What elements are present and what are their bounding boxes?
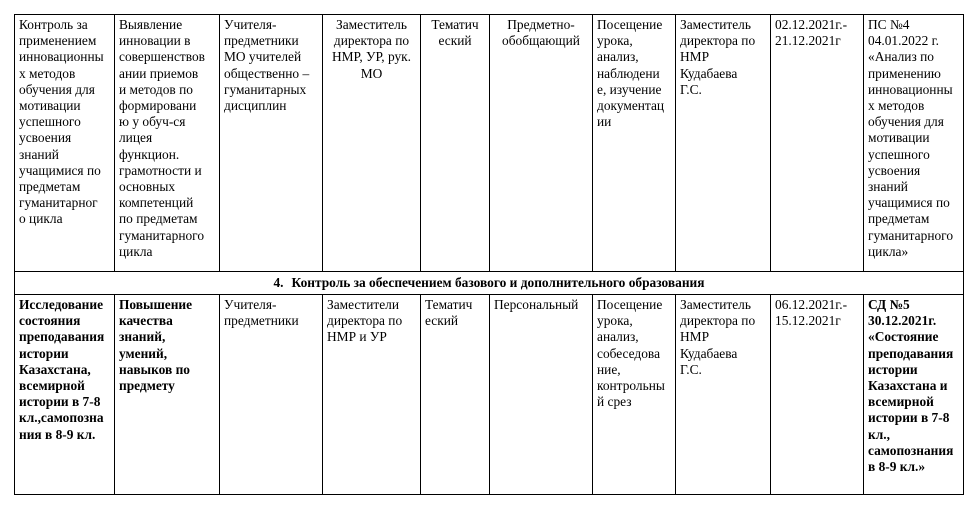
cell-line: Учителя- [224, 297, 277, 312]
cell-line: Повышение [119, 297, 193, 312]
cell-line: директора по [333, 33, 410, 49]
section-header-row [15, 272, 964, 295]
cell-line: кл.,самопозна [19, 410, 104, 426]
cell-result [864, 295, 964, 495]
cell-line: НМР, УР, рук. [331, 49, 412, 65]
cell-type [421, 295, 490, 495]
cell-line: истории [868, 361, 918, 377]
cell-line: инновации в [119, 33, 191, 49]
section-number: 4. [273, 274, 284, 290]
cell-line: НМР [680, 329, 710, 345]
cell-line: основных [119, 179, 176, 195]
cell-dates [771, 15, 864, 272]
cell-line: инновационны [19, 49, 104, 65]
cell-responsible-control [323, 15, 421, 272]
cell-form [490, 15, 593, 272]
cell-line: 15.12.2021г [775, 313, 841, 329]
cell-responsible [676, 15, 771, 272]
cell-line: лицея [119, 130, 153, 146]
cell-line: успешного [868, 146, 930, 162]
cell-goal [15, 15, 115, 272]
control-plan-table [14, 14, 964, 495]
cell-line: о цикла [19, 211, 63, 227]
cell-line: «Анализ по [868, 49, 934, 65]
cell-line: компетенций [119, 195, 194, 211]
cell-line: СД №5 [868, 297, 910, 312]
cell-line: применением [19, 33, 97, 49]
cell-line: качества [119, 313, 173, 329]
cell-line: знаний [868, 179, 908, 195]
cell-line: знаний, [119, 329, 166, 345]
cell-line: Посещение [597, 17, 663, 32]
cell-line: учащимися по [868, 195, 950, 211]
cell-line: умений, [119, 345, 168, 361]
cell-purpose [115, 295, 220, 495]
cell-line: е, изучение [597, 81, 662, 97]
cell-line: директора по [680, 33, 756, 49]
cell-line: предметники [224, 313, 299, 329]
cell-line: усвоения [19, 130, 72, 146]
cell-line: урока, [597, 33, 633, 49]
cell-line: х методов [19, 65, 76, 81]
cell-line: истории в 7-8 [19, 394, 101, 410]
cell-line: состояния [19, 313, 81, 329]
cell-goal [15, 295, 115, 495]
cell-line: усвоения [868, 162, 921, 178]
cell-responsible [676, 295, 771, 495]
cell-line: гуманитарног [19, 195, 98, 211]
cell-line: МО [360, 65, 383, 81]
table-row [15, 15, 964, 272]
cell-line: анализ, [597, 49, 639, 65]
cell-line: 30.12.2021г. [868, 313, 937, 329]
cell-line: й срез [597, 394, 632, 410]
cell-line: обобщающий [502, 33, 580, 49]
cell-line: гуманитарных [224, 81, 307, 97]
cell-line: ании приемов [119, 65, 199, 81]
cell-line: еский [425, 313, 459, 329]
cell-object [220, 295, 323, 495]
cell-line: ние, [597, 361, 621, 377]
cell-line: цикла» [868, 243, 909, 259]
cell-line: успешного [19, 114, 81, 130]
cell-line: ния в 8-9 кл. [19, 426, 96, 442]
cell-line: Посещение [597, 297, 663, 312]
cell-line: обучения для [868, 114, 944, 130]
cell-line: НМР и УР [327, 329, 387, 345]
cell-line: самопознания [868, 442, 954, 458]
cell-line: всемирной [19, 378, 85, 394]
section-header [15, 272, 964, 295]
cell-line: 06.12.2021г.- [775, 297, 848, 312]
cell-line: кл., [868, 426, 890, 442]
cell-line: контрольны [597, 378, 665, 394]
cell-line: МО учителей [224, 49, 302, 65]
cell-line: гуманитарного [868, 227, 954, 243]
cell-line: ии [597, 114, 612, 130]
cell-line: всемирной [868, 394, 934, 410]
cell-line: собеседова [597, 345, 661, 361]
cell-line: функцион. [119, 146, 180, 162]
cell-line: Предметно- [507, 17, 575, 32]
cell-line: ю у обуч-ся [119, 114, 186, 130]
cell-line: «Состояние [868, 329, 939, 345]
cell-line: и методов по [119, 81, 193, 97]
cell-line: урока, [597, 313, 633, 329]
cell-line: общественно – [224, 65, 310, 81]
cell-line: Выявление [119, 17, 183, 32]
cell-line: предметам [868, 211, 930, 227]
cell-line: Заместитель [336, 17, 407, 32]
cell-line: предметники [224, 33, 299, 49]
cell-line: Кудабаева [680, 345, 738, 361]
cell-methods [593, 295, 676, 495]
cell-line: формировани [119, 98, 197, 114]
cell-line: ПС №4 [868, 17, 910, 32]
cell-line: 21.12.2021г [775, 33, 841, 49]
cell-result [864, 15, 964, 272]
cell-line: знаний [19, 146, 59, 162]
cell-line: навыков по [119, 361, 190, 377]
cell-responsible-control [323, 295, 421, 495]
cell-line: истории в 7-8 [868, 410, 950, 426]
cell-line: применению [868, 65, 941, 81]
cell-line: директора по [680, 313, 756, 329]
cell-type [421, 15, 490, 272]
cell-line: предметам [19, 179, 81, 195]
cell-purpose [115, 15, 220, 272]
cell-line: преподавания [868, 345, 954, 361]
cell-line: х методов [868, 98, 925, 114]
cell-line: в 8-9 кл.» [868, 459, 926, 475]
cell-line: Г.С. [680, 81, 702, 97]
cell-line: предмету [119, 378, 175, 394]
cell-line: Казахстана и [868, 378, 948, 394]
cell-line: Учителя- [224, 17, 277, 32]
cell-line: Заместитель [680, 297, 751, 312]
cell-line: инновационны [868, 81, 953, 97]
section-title: Контроль за обеспечением базового и дополнительного образования [291, 274, 705, 290]
cell-line: Казахстана, [19, 361, 91, 377]
cell-line: Тематич [425, 297, 473, 312]
cell-line: Контроль за [19, 17, 88, 32]
cell-line: Г.С. [680, 361, 702, 377]
cell-line: Персональный [494, 297, 579, 312]
table-row [15, 295, 964, 495]
cell-line: 02.12.2021г.- [775, 17, 848, 32]
cell-object [220, 15, 323, 272]
cell-line: истории [19, 345, 69, 361]
cell-line: дисциплин [224, 98, 287, 114]
cell-line: преподавания [19, 329, 105, 345]
cell-line: мотивации [868, 130, 930, 146]
cell-line: анализ, [597, 329, 639, 345]
cell-line: совершенствов [119, 49, 205, 65]
cell-line: гуманитарного [119, 227, 205, 243]
cell-line: наблюдени [597, 65, 660, 81]
cell-line: учащимися по [19, 162, 101, 178]
cell-line: по предметам [119, 211, 198, 227]
cell-line: Заместители [327, 297, 400, 312]
cell-line: еский [438, 33, 472, 49]
cell-line: документац [597, 98, 665, 114]
cell-line: грамотности и [119, 162, 202, 178]
cell-line: НМР [680, 49, 710, 65]
cell-line: обучения для [19, 81, 95, 97]
cell-line: 04.01.2022 г. [868, 33, 939, 49]
cell-line: мотивации [19, 98, 81, 114]
cell-line: Исследование [19, 297, 104, 312]
cell-methods [593, 15, 676, 272]
cell-line: директора по [327, 313, 403, 329]
cell-line: Заместитель [680, 17, 751, 32]
cell-form [490, 295, 593, 495]
cell-line: Кудабаева [680, 65, 738, 81]
cell-line: Тематич [431, 17, 479, 32]
cell-dates [771, 295, 864, 495]
cell-line: цикла [119, 243, 153, 259]
